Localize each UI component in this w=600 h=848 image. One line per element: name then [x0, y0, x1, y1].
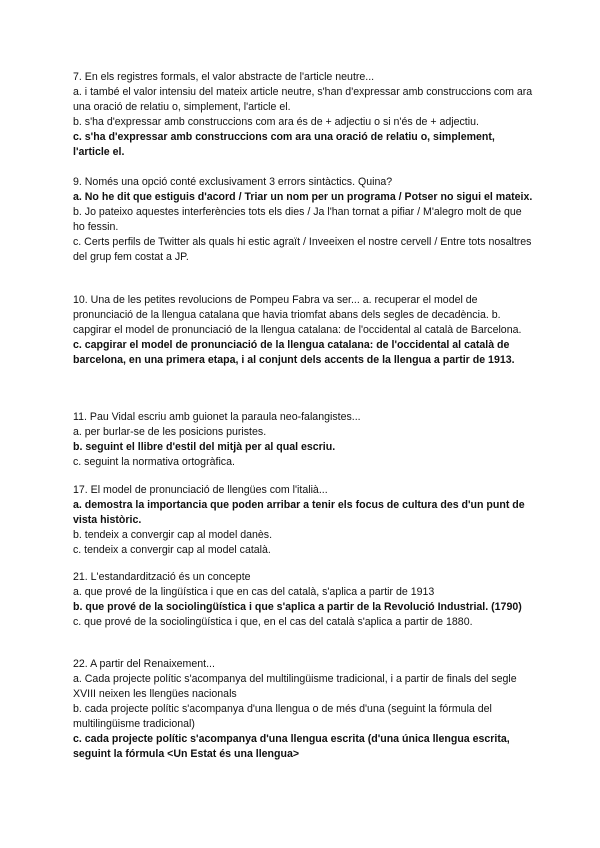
question-21 [73, 570, 533, 630]
option-a: a. Cada projecte polític s'acompanya del multilingüisme tradicional, i a partir de finals del segle XVIII neixen les llengües nacionals [73, 673, 517, 700]
question-10 [73, 293, 533, 368]
question-stem: 10. Una de les petites revolucions de Pompeu Fabra va ser... a. recuperar el model de pronunciació de la llengua catalana que havia triomfat abans dels segles de decadència. b. capgirar el model de pronunciació de la llengua catalana: de l'occidental al català de Barcelona. [73, 294, 522, 336]
option-b: b. cada projecte polític s'acompanya d'una llengua o de més d'una (seguint la fórmula del multilingüisme tradicional) [73, 703, 492, 730]
question-11 [73, 410, 533, 470]
question-9 [73, 175, 533, 265]
option-c: c. seguint la normativa ortogràfica. [73, 456, 235, 468]
option-a-correct: a. demostra la importancia que poden arribar a tenir els focus de cultura des d'un punt de vista històric. [73, 499, 525, 526]
question-stem-inline [73, 293, 533, 368]
option-a: a. i també el valor intensiu del mateix article neutre, s'han d'expressar amb construccions com ara una oració de relatiu o, simplement, l'article el. [73, 86, 533, 113]
question-22 [73, 657, 533, 762]
option-c-correct: c. cada projecte polític s'acompanya d'una llengua escrita (d'una única llengua escrita, seguint la fórmula <Un Estat és una llengua> [73, 733, 510, 760]
option-b: b. s'ha d'expressar amb construccions com ara és de + adjectiu o si n'és de + adjectiu. [73, 116, 479, 128]
question-stem: 9. Només una opció conté exclusivament 3 errors sintàctics. Quina? [73, 176, 393, 188]
question-stem: 11. Pau Vidal escriu amb guionet la paraula neo-falangistes... [73, 411, 361, 423]
option-c: c. tendeix a convergir cap al model català. [73, 544, 271, 556]
option-b: b. tendeix a convergir cap al model danès. [73, 529, 273, 541]
question-17 [73, 483, 533, 558]
option-c-correct: c. s'ha d'expressar amb construccions com ara una oració de relatiu o, simplement, l'article el. [73, 131, 495, 158]
option-c-correct: c. capgirar el model de pronunciació de la llengua catalana: de l'occidental al català de barcelona, en una primera etapa, i al conjunt dels accents de la llengua a partir de 1913. [73, 339, 515, 366]
option-a: a. que prové de la lingüística i que en cas del català, s'aplica a partir de 1913 [73, 586, 435, 598]
option-b: b. Jo pateixo aquestes interferències tots els dies / Ja l'han tornat a pifiar / M'alegro molt de que ho fessin. [73, 206, 522, 233]
question-7 [73, 70, 533, 160]
question-stem: 17. El model de pronunciació de llengües com l'italià... [73, 484, 328, 496]
option-a-correct: a. No he dit que estiguis d'acord / Triar un nom per un programa / Potser no sigui el mateix. [73, 191, 533, 203]
option-c: c. Certs perfils de Twitter als quals hi estic agraït / Inveeixen el nostre cervell / Entre tots nosaltres del grup fem costat a JP. [73, 236, 532, 263]
option-c: c. que prové de la sociolingüística i que, en el cas del català s'aplica a partir de 1880. [73, 616, 473, 628]
question-stem: 22. A partir del Renaixement... [73, 658, 215, 670]
option-a: a. per burlar-se de les posicions puristes. [73, 426, 267, 438]
question-stem: 7. En els registres formals, el valor abstracte de l'article neutre... [73, 71, 375, 83]
option-b-correct: b. seguint el llibre d'estil del mitjà per al qual escriu. [73, 441, 336, 453]
question-stem: 21. L'estandardització és un concepte [73, 571, 251, 583]
option-b-correct: b. que prové de la sociolingüística i que s'aplica a partir de la Revolució Industrial. (1790) [73, 601, 522, 613]
